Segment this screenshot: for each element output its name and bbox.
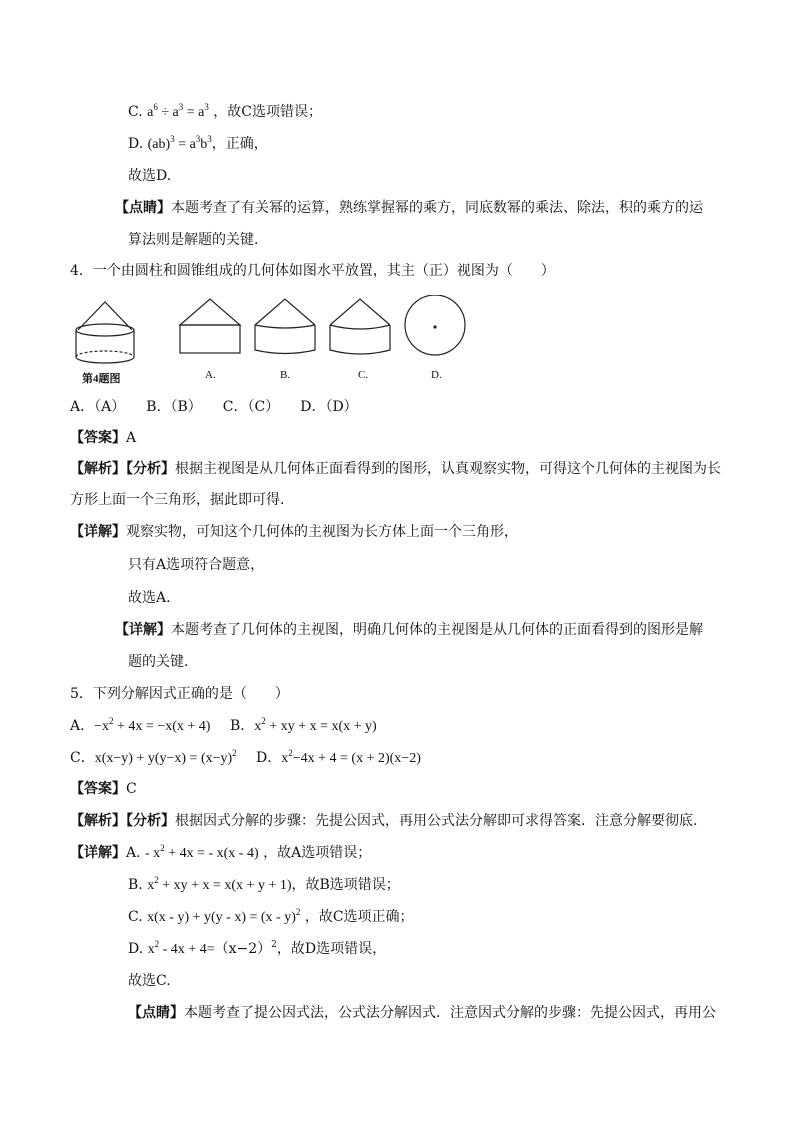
q5-analysis: 【解析】【分析】根据因式分解的步骤：先提公因式，再用公式法分解即可求得答案．注意分解要彻底.	[70, 813, 698, 829]
q3-choose: 故选D.	[128, 168, 172, 184]
q4-detail2-line2: 题的关键.	[128, 654, 189, 670]
q4-option-d-center-point	[433, 325, 436, 328]
q4-figure-label-c: C.	[358, 369, 369, 381]
q5-answer: 【答案】C	[70, 781, 137, 797]
q5-option-b: B．$x^2$ + xy + x = x(x + y)	[230, 716, 377, 734]
q3-comment-line2: 算法则是解题的关键.	[128, 232, 259, 248]
q4-figure	[60, 295, 480, 390]
q4-options: A．（A） B．（B） C．（C） D．（D）	[70, 399, 358, 415]
q4-analysis-line1: 【解析】【分析】根据主视图是从几何体正面看得到的图形，认真观察实物，可得这个几何体的主视图为长	[70, 461, 721, 477]
q5-option-a: A．$-x^2 + 4x = -x(x + 4)$	[70, 716, 211, 734]
q4-solid-figure	[76, 302, 134, 363]
q4-analysis-line2: 方形上面一个三角形，据此即可得.	[70, 492, 285, 508]
q5-comment: 【点睛】本题考查了提公因式法，公式法分解因式．注意因式分解的步骤：先提公因式，再用公	[128, 1005, 716, 1021]
q5-detail-b: B. $x^2$ + xy + x = x(x + y + 1)，故B选项错误；	[128, 875, 400, 893]
q5-option-c: C．$x(x-y) + y(y-x) = (x-y)^2$	[70, 748, 237, 766]
q5-detail-a: 【详解】A. - $x^2 + 4x$ = - x(x - 4) ，故A选项错误；	[70, 843, 372, 861]
q4-figure-drawing	[60, 295, 480, 390]
q3-option-c: C. $a^6 \div a^3 = a^3$ ，故C选项错误；	[128, 102, 323, 120]
q4-detail-line2: 只有A选项符合题意，	[128, 557, 265, 573]
q5-detail-d: D. $x^2 - 4x + 4=(x-2)^2$，故D选项错误，	[128, 939, 387, 957]
q5-detail-c: C. x(x - y) + y(y - x) = (x - y)$^2$ ，故C选项正确；	[128, 907, 414, 925]
q4-figure-label-d: D.	[431, 369, 442, 381]
q4-detail-line1: 【详解】观察实物，可知这个几何体的主视图为长方体上面一个三角形，	[70, 524, 518, 540]
q4-figure-caption: 第4题图	[82, 373, 121, 385]
q5-stem: 5．下列分解因式正确的是（ ）	[70, 686, 289, 702]
q3-option-d: D. $(ab)^3 = a^3b^3$，正确，	[128, 134, 268, 152]
q4-stem: 4．一个由圆柱和圆锥组成的几何体如图水平放置，其主（正）视图为（ ）	[70, 263, 555, 279]
q4-option-d-figure	[405, 295, 465, 355]
q4-detail-line3: 故选A.	[128, 590, 171, 606]
q4-figure-label-b: B.	[280, 369, 291, 381]
q5-choose: 故选C.	[128, 973, 171, 989]
q4-detail2-line1: 【详解】本题考查了几何体的主视图，明确几何体的主视图是从几何体的正面看得到的图形是解	[115, 622, 703, 638]
q4-option-b-figure	[255, 299, 315, 354]
q4-option-a-figure	[180, 299, 240, 353]
q4-option-c-figure	[330, 299, 390, 354]
q5-option-d: D．$x^2-4x + 4 = (x + 2)(x-2)$	[256, 748, 421, 766]
q4-figure-label-a: A.	[205, 369, 216, 381]
q3-comment-line1: 【点睛】本题考查了有关幂的运算，熟练掌握幂的乘方，同底数幂的乘法、除法，积的乘方的运	[115, 200, 703, 216]
q4-answer: 【答案】A	[70, 430, 137, 446]
